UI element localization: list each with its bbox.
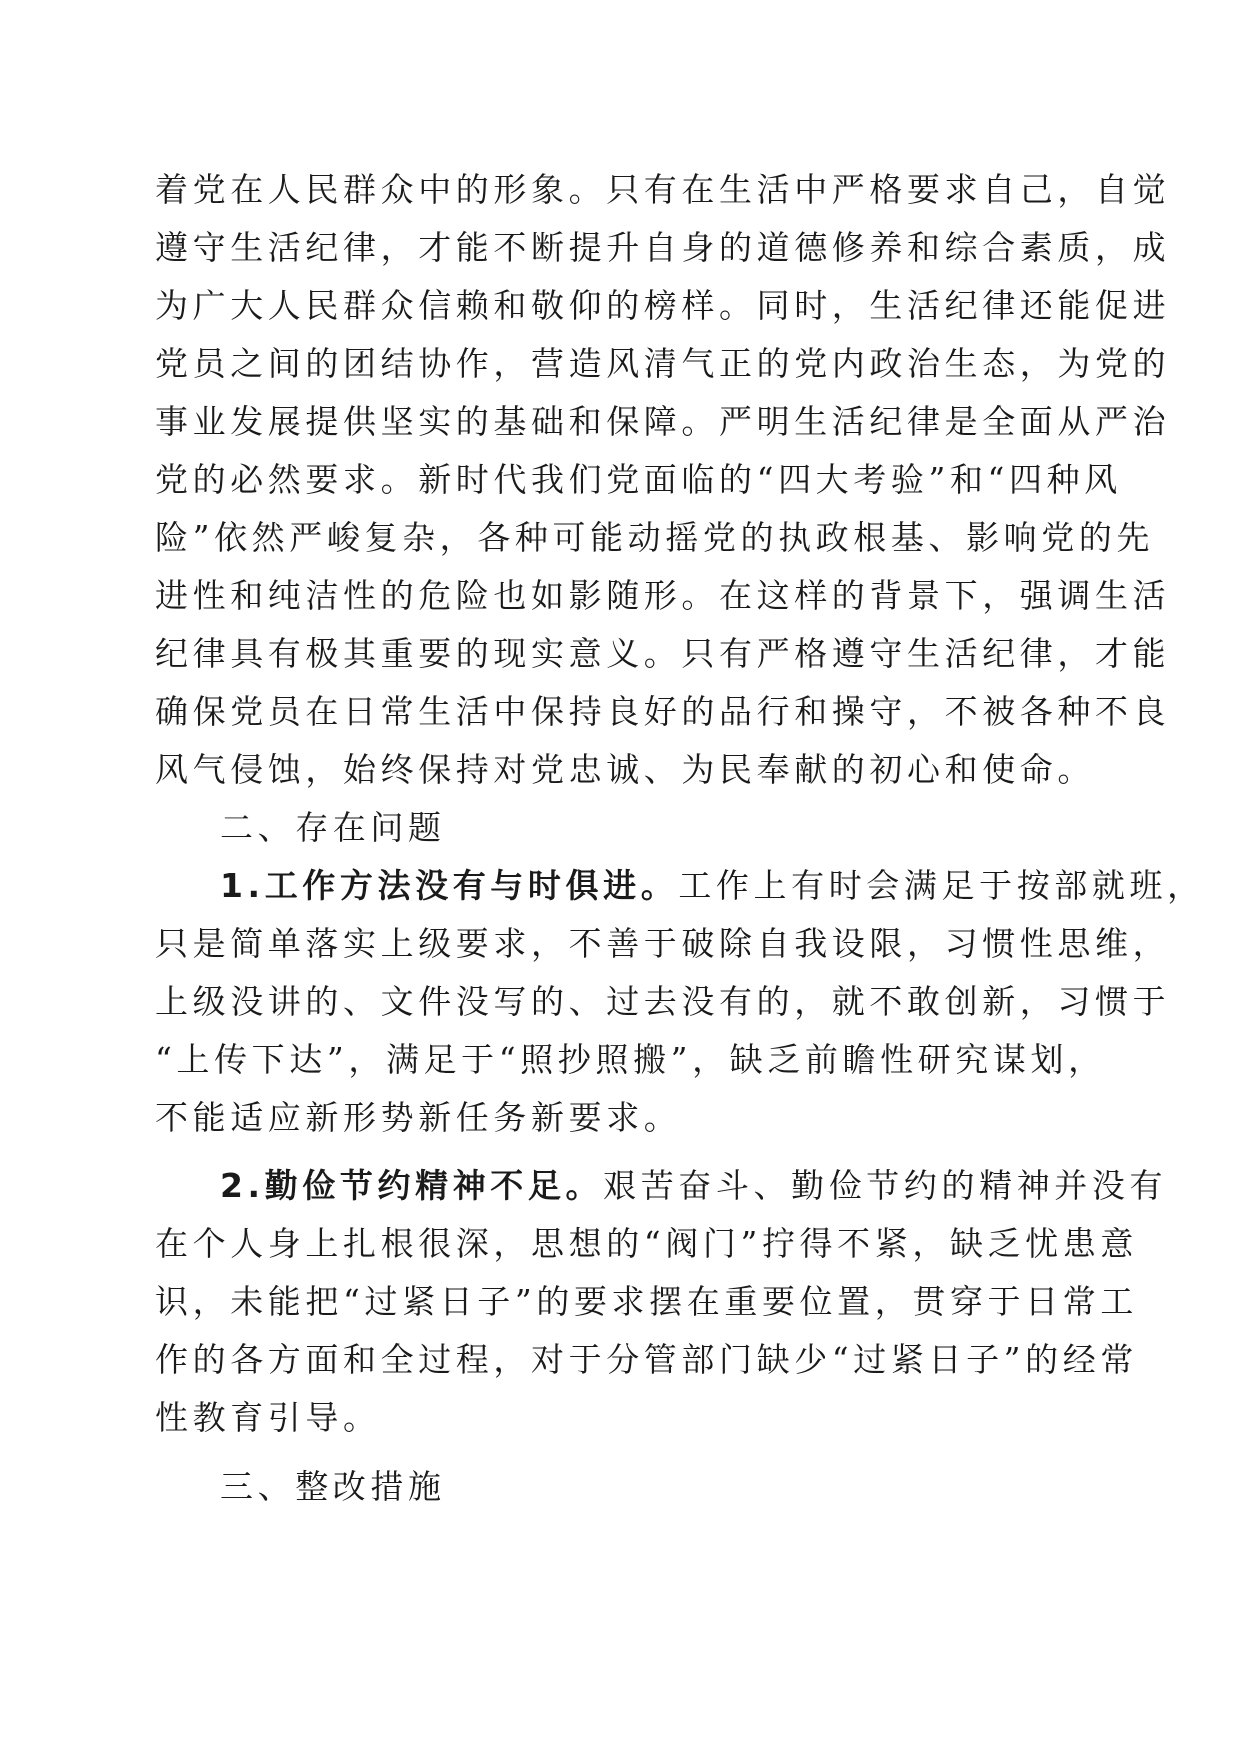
body-line: “上传下达”，满足于“照抄照搬”，缺乏前瞻性研究谋划，	[155, 1040, 1106, 1079]
item-1-title: 1.工作方法没有与时俱进。	[220, 866, 679, 905]
item-2-first-line	[220, 1157, 1168, 1215]
body-line: 进性和纯洁性的危险也如影随形。在这样的背景下，强调生活	[155, 576, 1171, 615]
body-line: 识，未能把“过紧日子”的要求摆在重要位置，贯穿于日常工	[155, 1282, 1138, 1321]
section-heading-problems: 二、存在问题	[220, 808, 446, 847]
item-1-text: 工作上有时会满足于按部就班，	[678, 866, 1205, 905]
body-line: 险”依然严峻复杂，各种可能动摇党的执政根基、影响党的先	[155, 518, 1155, 557]
body-line: 作的各方面和全过程，对于分管部门缺少“过紧日子”的经常	[155, 1340, 1138, 1379]
body-line: 在个人身上扎根很深，思想的“阀门”拧得不紧，缺乏忧患意	[155, 1224, 1138, 1263]
body-line: 党的必然要求。新时代我们党面临的“四大考验”和“四种风	[155, 460, 1122, 499]
body-line: 性教育引导。	[155, 1398, 381, 1437]
section-heading-measures: 三、整改措施	[220, 1467, 446, 1506]
body-line: 风气侵蚀，始终保持对党忠诚、为民奉献的初心和使命。	[155, 750, 1095, 789]
item-2-title: 2.勤俭节约精神不足。	[220, 1166, 604, 1205]
body-line: 纪律具有极其重要的现实意义。只有严格遵守生活纪律，才能	[155, 634, 1171, 673]
body-line: 确保党员在日常生活中保持良好的品行和操守，不被各种不良	[155, 692, 1171, 731]
body-line: 上级没讲的、文件没写的、过去没有的，就不敢创新，习惯于	[155, 982, 1171, 1021]
body-line: 不能适应新形势新任务新要求。	[155, 1098, 682, 1137]
item-2-text: 艰苦奋斗、勤俭节约的精神并没有	[603, 1166, 1168, 1205]
item-1-first-line	[220, 857, 1205, 915]
body-line: 遵守生活纪律，才能不断提升自身的道德修养和综合素质，成	[155, 228, 1171, 267]
body-line: 党员之间的团结协作，营造风清气正的党内政治生态，为党的	[155, 344, 1171, 383]
body-line: 事业发展提供坚实的基础和保障。严明生活纪律是全面从严治	[155, 402, 1171, 441]
body-line: 着党在人民群众中的形象。只有在生活中严格要求自己，自觉	[155, 170, 1171, 209]
body-line: 为广大人民群众信赖和敬仰的榜样。同时，生活纪律还能促进	[155, 286, 1171, 325]
body-line: 只是简单落实上级要求，不善于破除自我设限，习惯性思维，	[155, 924, 1171, 963]
